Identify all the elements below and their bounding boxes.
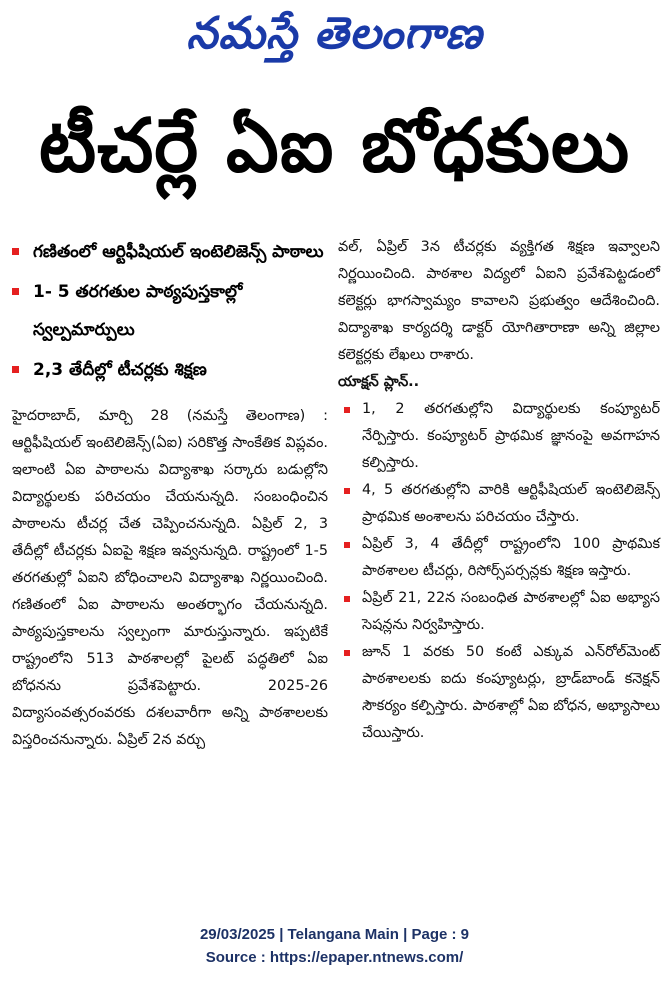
highlight-bullet bbox=[12, 273, 328, 349]
red-square-bullet-icon bbox=[344, 596, 350, 602]
highlight-bullet bbox=[12, 233, 328, 271]
action-item-text: ఏప్రిల్ 21, 22న సంబంధిత పాఠశాలల్లో ఏఐ అభ్యాస సెషన్లను నిర్వహిస్తారు. bbox=[362, 590, 660, 633]
red-square-bullet-icon bbox=[344, 488, 350, 494]
red-square-bullet-icon bbox=[344, 407, 350, 413]
action-item bbox=[338, 639, 660, 747]
masthead-title: నమస్తే తెలంగాణ bbox=[186, 8, 483, 59]
red-square-bullet-icon bbox=[344, 650, 350, 656]
headline bbox=[0, 100, 669, 210]
right-column bbox=[338, 234, 660, 747]
action-item-text: ఏప్రిల్ 3, 4 తేదీల్లో రాష్ట్రంలోని 100 ప్రాథమిక పాఠశాలల టీచర్లు, రిసోర్స్‌పర్సన్లకు శిక్షణ ఇస్తారు. bbox=[362, 536, 660, 579]
footer-date-edition: 29/03/2025 | Telangana Main | Page : 9 bbox=[199, 926, 470, 943]
action-item bbox=[338, 531, 660, 585]
article-body-right: వల్, ఏప్రిల్ 3న టీచర్లకు వ్యక్తిగత శిక్షణ ఇవ్వాలని నిర్ణయించింది. పాఠశాల విద్యలో ఏఐని ప్రవేశపెట్టడంలో కలెక్టర్లు భాగస్వామ్యం కావాలని ప్రభుత్వం ఆదేశించింది. విద్యాశాఖ కార్యదర్శి డాక్టర్ యోగితారాణా అన్ని జిల్లాల కలెక్టర్లకు లేఖలు రాశారు. bbox=[338, 239, 660, 363]
action-plan-title: యాక్షన్ ప్లాన్.. bbox=[338, 374, 420, 390]
action-item bbox=[338, 396, 660, 477]
highlight-bullet bbox=[12, 351, 328, 389]
action-item-text: 4, 5 తరగతుల్లోని వారికి ఆర్టిఫీషియల్ ఇంటెలిజెన్స్ ప్రాథమిక అంశాలను పరిచయం చేస్తారు. bbox=[362, 482, 660, 525]
footer-source: Source : https://epaper.ntnews.com/ bbox=[205, 949, 464, 966]
action-item bbox=[338, 585, 660, 639]
left-column bbox=[12, 233, 328, 754]
red-square-bullet-icon bbox=[12, 288, 19, 295]
headline-text: టీచర్లే ఏఐ బోధకులు bbox=[38, 103, 631, 189]
action-item-text: 1, 2 తరగతుల్లోని విద్యార్థులకు కంప్యూటర్ నేర్పిస్తారు. కంప్యూటర్ ప్రాథమిక జ్ఞానంపై అవగాహన కల్పిస్తారు. bbox=[362, 401, 660, 471]
red-square-bullet-icon bbox=[344, 542, 350, 548]
highlight-text: 1- 5 తరగతుల పాఠ్యపుస్తకాల్లో స్వల్పమార్పులు bbox=[33, 282, 243, 340]
masthead bbox=[0, 0, 669, 78]
red-square-bullet-icon bbox=[12, 366, 19, 373]
action-item-text: జూన్ 1 వరకు 50 కంటే ఎక్కువ ఎన్‌రోల్‌మెంట్ పాఠశాలలకు ఐదు కంప్యూటర్లు, బ్రాడ్‌బాండ్ కనెక్షన్ సౌకర్యం కల్పిస్తారు. పాఠశాల్లో ఏఐ బోధన, అభ్యాసాలు చేయిస్తారు. bbox=[362, 644, 660, 741]
action-item bbox=[338, 477, 660, 531]
red-square-bullet-icon bbox=[12, 248, 19, 255]
article-body-left: హైదరాబాద్, మార్చి 28 (నమస్తే తెలంగాణ) : ఆర్టిఫీషియల్ ఇంటెలిజెన్స్(ఏఐ) సరికొత్త సాంకేతిక విప్లవం. ఇలాంటి ఏఐ పాఠాలను విద్యాశాఖ సర్కారు బడుల్లోని విద్యార్థులకు పరిచయం చేయనున్నది. సంబంధించిన పాఠాలను టీచర్ల చేత చెప్పించనున్నది. ఏప్రిల్ 2, 3 తేదీల్లో టీచర్లకు ఏఐపై శిక్షణ ఇవ్వనున్నది. రాష్ట్రంలో 1-5 తరగతుల్లో ఏఐని బోధించాలని విద్యాశాఖ నిర్ణయించింది. గణితంలో ఏఐ పాఠాలను అంతర్భాగం చేయనున్నది. పాఠ్యపుస్తకాలను స్వల్పంగా మారుస్తున్నారు. ఇప్పటికే రాష్ట్రంలోని 513 పాఠశాలల్లో పైలట్ పద్ధతిలో ఏఐ బోధనను ప్రవేశపెట్టారు. 2025-26 విద్యాసంవత్సరంవరకు దశలవారీగా అన్ని పాఠశాలలకు విస్తరించనున్నారు. ఏప్రిల్ 2న వర్చు bbox=[12, 408, 328, 748]
highlight-text: 2,3 తేదీల్లో టీచర్లకు శిక్షణ bbox=[33, 360, 207, 380]
highlight-text: గణితంలో ఆర్టిఫీషియల్ ఇంటెలిజెన్స్ పాఠాలు bbox=[33, 242, 324, 262]
